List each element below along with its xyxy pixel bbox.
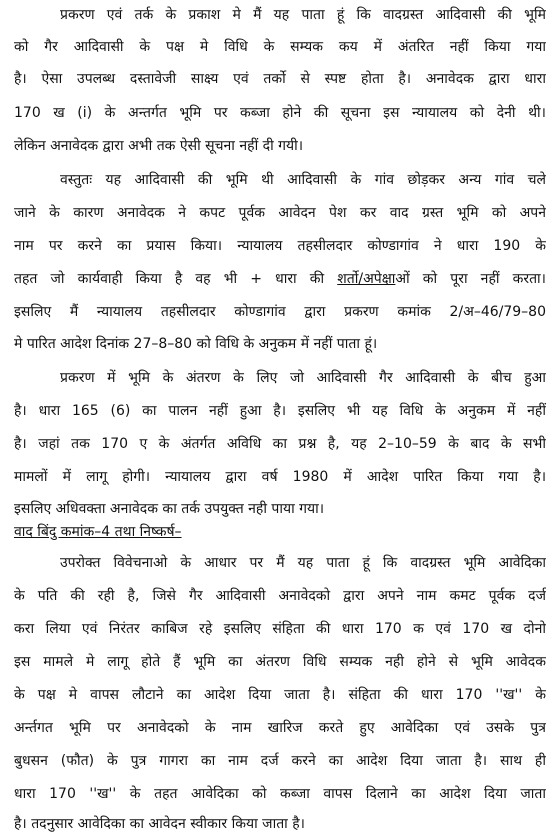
- paragraph-2-line-3: नाम पर करने का प्रयास किया। न्यायालय तहसीलदार कोण्डागांव ने धारा 190 के: [14, 238, 546, 254]
- paragraph-1-line-5: लेकिन अनावेदक द्वारा अभी तक ऐसी सूचना नहीं दी गयी।: [14, 138, 304, 154]
- conditions-underlined-text: शर्तो/अपेक्षा: [337, 271, 396, 287]
- paragraph-1-line-2: को गैर आदिवासी के पक्ष मे विधि के सम्यक कय में अंतरित नहीं किया गया: [14, 39, 546, 55]
- paragraph-4-line-5: के पक्ष मे वापस लौटाने का आदेश दिया जाता है। संहिता की धारा 170 ''ख'' के: [14, 687, 546, 703]
- paragraph-3-line-3: है। जहां तक 170 ए के अंतर्गत अविधि का प्रश्न है, यह 2–10–59 के बाद के सभी: [14, 436, 546, 452]
- paragraph-4-line-2: के पति की रही है, जिसे गैर आदिवासी अनावेदको द्वारा अपने नाम कमट पूर्वक दर्ज: [14, 588, 546, 604]
- paragraph-4-line-6: अर्न्तगत भूमि पर अनावेदको के नाम खारिज करते हुए आवेदिका एवं उसके पुत्र: [14, 720, 546, 736]
- paragraph-2-line-4: [14, 270, 546, 288]
- paragraph-3-line-4: मामलों में लागू होगी। न्यायालय द्वारा वर्ष 1980 में आदेश पारित किया गया है।: [14, 469, 546, 485]
- paragraph-4-line-9: है। तदनुसार आवेदिका का आवेदन स्वीकार किया जाता है।: [14, 816, 305, 832]
- paragraph-3-line-5: इसलिए अधिवक्ता अनावेदक का तर्क उपयुक्त नही पाया गया।: [14, 501, 325, 517]
- paragraph-3-line-1: प्रकरण में भूमि के अंतरण के लिए जो आदिवासी गैर आदिवासी के बीच हुआ: [60, 370, 546, 386]
- paragraph-4-line-8: धारा 170 ''ख'' के तहत आवेदिका को कब्जा वापस दिलाने का आदेश दिया जाता: [14, 786, 546, 802]
- paragraph-4-line-4: इस मामले मे लागू होते हैं भूमि का अंतरण विधि सम्यक नही होने से भूमि आवेदक: [14, 654, 546, 670]
- paragraph-2-line-1: वस्तुतः यह आदिवासी की भूमि थी आदिवासी के गांव छोड़कर अन्य गांव चले: [60, 172, 546, 188]
- paragraph-4-line-3: करा लिया एवं निरंतर काबिज रहे इसलिए संहिता की धारा 170 क एवं 170 ख दोनो: [14, 621, 546, 637]
- paragraph-2-line-4-suffix: ओं को पूरा नहीं करता।: [395, 271, 546, 287]
- paragraph-1-line-1: प्रकरण एवं तर्क के प्रकाश मे मैं यह पाता हूं कि वादग्रस्त आदिवासी की भूमि: [60, 7, 546, 23]
- paragraph-3-line-2: है। धारा 165 (6) का पालन नहीं हुआ है। इसलिए भी यह विधि के अनुकम में नहीं: [14, 403, 546, 419]
- paragraph-2-line-4-prefix: तहत जो कार्यवाही किया है वह भी + धारा की: [14, 271, 338, 287]
- paragraph-1-line-4: 170 ख (i) के अन्तर्गत भूमि पर कब्जा होने की सूचना इस न्यायालय को देनी थी।: [14, 105, 546, 121]
- paragraph-2-line-5: इसलिए मैं न्यायालय तहसीलदार कोण्डागांव द्वारा प्रकरण कमांक 2/अ–46/79–80: [14, 304, 546, 320]
- paragraph-4-line-7: बुधसन (फौत) के पुत्र गागरा का नाम दर्ज करने का आदेश दिया जाता है। साथ ही: [14, 753, 546, 769]
- paragraph-1-line-3: है। ऐसा उपलब्ध दस्तावेजी साक्ष्य एवं तर्को से स्पष्ट होता है। अनावेदक द्वारा धारा: [14, 71, 546, 87]
- paragraph-4-line-1: उपरोक्त विवेचनाओ के आधार पर मैं यह पाता हूं कि वादग्रस्त भूमि आवेदिका: [60, 555, 546, 571]
- section-heading: वाद बिंदु कमांक–4 तथा निष्कर्ष–: [14, 524, 182, 540]
- paragraph-2-line-2: जाने के कारण अनावेदक ने कपट पूर्वक आवेदन पेश कर वाद ग्रस्त भूमि को अपने: [14, 205, 546, 221]
- paragraph-2-line-6: मे पारित आदेश दिनांक 27–8–80 को विधि के अनुकम में नहीं पाता हूं।: [14, 336, 378, 352]
